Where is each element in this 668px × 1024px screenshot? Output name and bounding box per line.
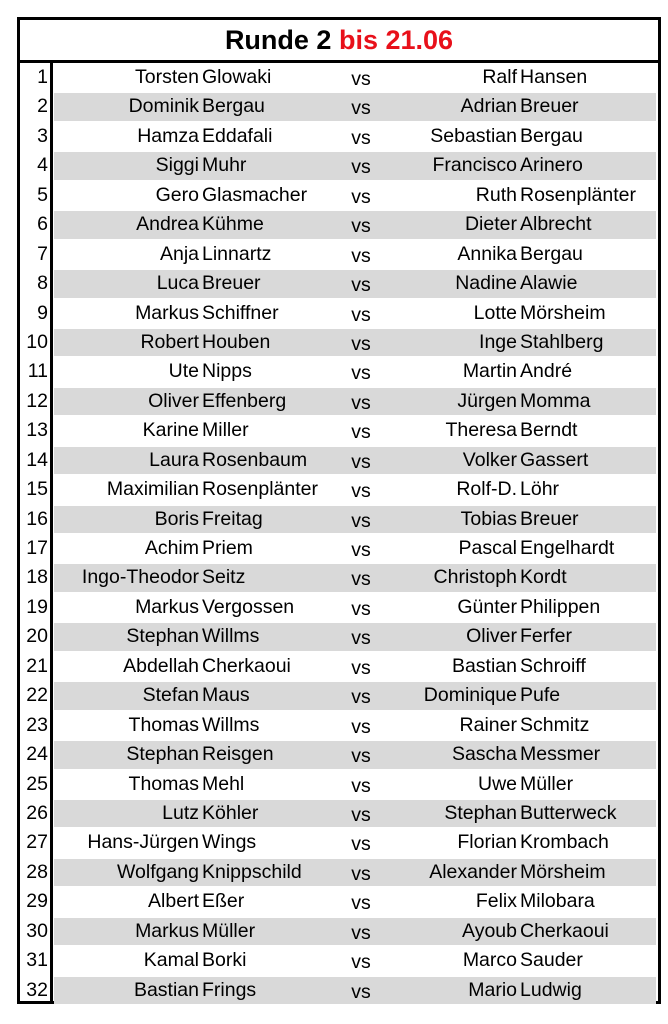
player1-last-name: Rosenbaum — [202, 448, 308, 471]
player2-first-name: Nadine — [455, 272, 517, 295]
player1-last-name: Effenberg — [202, 389, 287, 412]
player1-first-name: Andrea — [136, 213, 199, 236]
match-number: 20 — [26, 625, 48, 648]
vs-label: vs — [351, 509, 371, 532]
player2-last-name: Müller — [520, 772, 574, 795]
table-row — [20, 328, 658, 357]
player1-last-name: Houben — [202, 330, 271, 353]
player2-last-name: Ludwig — [520, 978, 582, 1001]
vs-label: vs — [351, 126, 371, 149]
player1-first-name: Kamal — [143, 949, 199, 972]
player2-first-name: Christoph — [433, 566, 517, 589]
player2-last-name: Alawie — [520, 272, 578, 295]
match-number: 32 — [26, 978, 48, 1001]
player2-last-name: Butterweck — [520, 801, 617, 824]
player1-first-name: Gero — [155, 183, 199, 206]
player2-first-name: Pascal — [458, 537, 517, 559]
player1-first-name: Stephan — [126, 625, 199, 648]
vs-label: vs — [351, 568, 371, 591]
player2-first-name: Florian — [457, 831, 517, 854]
player1-last-name: Seitz — [202, 566, 246, 589]
vs-label: vs — [351, 686, 371, 709]
player1-first-name: Torsten — [135, 66, 199, 88]
player2-first-name: Uwe — [477, 772, 517, 795]
vs-label: vs — [351, 391, 371, 414]
player1-last-name: Maus — [202, 684, 250, 707]
player1-last-name: Reisgen — [202, 743, 274, 766]
player2-first-name: Adrian — [460, 95, 517, 118]
match-number: 11 — [27, 360, 48, 383]
match-number: 9 — [37, 301, 48, 324]
player1-last-name: Eßer — [202, 890, 245, 913]
player1-first-name: Luca — [156, 272, 199, 295]
table-row — [20, 151, 658, 180]
table-row — [20, 299, 658, 328]
vs-label: vs — [351, 921, 371, 944]
match-number: 29 — [26, 890, 48, 913]
match-number: 17 — [26, 537, 48, 559]
table-row — [20, 122, 658, 151]
player2-last-name: Berndt — [520, 419, 578, 442]
round-title: Runde 2 — [224, 25, 332, 55]
match-number: 1 — [37, 66, 48, 88]
player2-first-name: Sascha — [451, 743, 517, 766]
player1-first-name: Karine — [142, 419, 199, 442]
player2-last-name: Cherkaoui — [520, 919, 609, 942]
player2-last-name: Stahlberg — [520, 330, 604, 353]
player1-last-name: Willms — [202, 713, 260, 736]
player2-last-name: Schroiff — [520, 654, 586, 677]
player1-first-name: Hamza — [137, 124, 199, 147]
vs-label: vs — [351, 421, 371, 444]
player1-first-name: Thomas — [128, 713, 199, 736]
match-number: 3 — [37, 124, 48, 147]
player1-last-name: Köhler — [202, 801, 259, 824]
match-number: 4 — [37, 154, 48, 177]
match-number: 7 — [37, 242, 48, 265]
match-number: 30 — [26, 919, 48, 942]
table-row — [20, 563, 658, 592]
player2-first-name: Tobias — [460, 507, 517, 530]
player2-first-name: Martin — [462, 360, 517, 383]
player2-first-name: Alexander — [429, 860, 517, 883]
match-number: 6 — [37, 213, 48, 236]
table-row — [20, 681, 658, 710]
match-number: 10 — [26, 330, 48, 353]
player1-first-name: Ute — [168, 360, 199, 383]
pairings-sheet — [17, 17, 661, 1004]
table-row — [20, 63, 658, 92]
player1-last-name: Borki — [202, 949, 247, 972]
player1-last-name: Knippschild — [202, 860, 302, 883]
player2-last-name: Hansen — [520, 66, 588, 88]
table-row — [20, 446, 658, 475]
player2-last-name: Krombach — [520, 831, 609, 854]
player2-last-name: Bergau — [520, 124, 583, 147]
player1-last-name: Miller — [202, 419, 249, 442]
player2-first-name: Ruth — [475, 183, 517, 206]
vs-label: vs — [351, 892, 371, 915]
player1-last-name: Schiffner — [202, 301, 279, 324]
player1-first-name: Markus — [135, 301, 199, 324]
player1-first-name: Wolfgang — [116, 860, 199, 883]
player1-last-name: Eddafali — [202, 124, 273, 147]
table-row — [20, 240, 658, 269]
player2-last-name: Breuer — [520, 507, 579, 530]
table-row — [20, 210, 658, 239]
player2-last-name: Philippen — [520, 595, 601, 618]
player2-first-name: Stephan — [444, 801, 517, 824]
player1-last-name: Wings — [202, 831, 257, 854]
player1-last-name: Frings — [202, 978, 257, 1001]
player2-first-name: Inge — [479, 330, 517, 353]
player1-last-name: Priem — [202, 537, 253, 559]
player2-last-name: Breuer — [520, 95, 579, 118]
player2-first-name: Jürgen — [457, 389, 517, 412]
player2-first-name: Rolf-D. — [456, 478, 517, 501]
table-row — [20, 770, 658, 799]
match-number: 23 — [26, 713, 48, 736]
player1-last-name: Mehl — [202, 772, 245, 795]
table-row — [20, 475, 658, 504]
player2-last-name: Albrecht — [520, 213, 592, 236]
player2-last-name: Momma — [520, 389, 591, 412]
vs-label: vs — [351, 951, 371, 974]
player1-first-name: Siggi — [155, 154, 199, 177]
vs-label: vs — [351, 774, 371, 797]
player1-last-name: Freitag — [202, 507, 263, 530]
player1-last-name: Cherkaoui — [202, 654, 291, 677]
player2-last-name: Pufe — [520, 684, 561, 707]
deadline-label: bis 21.06 — [338, 25, 454, 55]
player2-first-name: Lotte — [473, 301, 517, 324]
player1-last-name: Muhr — [202, 154, 247, 177]
player1-last-name: Bergau — [202, 95, 265, 118]
table-row — [20, 887, 658, 916]
player1-last-name: Nipps — [202, 360, 252, 383]
player2-last-name: Mörsheim — [520, 301, 606, 324]
player1-first-name: Markus — [135, 595, 199, 618]
match-number: 14 — [26, 448, 48, 471]
player1-last-name: Glasmacher — [202, 183, 308, 206]
table-row — [20, 357, 658, 386]
player2-first-name: Annika — [457, 242, 517, 265]
player2-first-name: Ralf — [482, 66, 517, 88]
player1-last-name: Rosenplänter — [202, 478, 318, 501]
table-row — [20, 622, 658, 651]
player1-first-name: Bastian — [133, 978, 199, 1001]
match-number: 18 — [26, 566, 48, 589]
table-row — [20, 534, 658, 563]
vs-label: vs — [351, 362, 371, 385]
vs-label: vs — [351, 862, 371, 885]
vs-label: vs — [351, 539, 371, 561]
player2-first-name: Oliver — [466, 625, 517, 648]
player1-first-name: Robert — [140, 330, 199, 353]
match-number: 19 — [26, 595, 48, 618]
vs-label: vs — [351, 745, 371, 768]
vs-label: vs — [351, 274, 371, 297]
player1-last-name: Breuer — [202, 272, 261, 295]
match-number: 16 — [26, 507, 48, 530]
table-row — [20, 387, 658, 416]
player1-first-name: Stefan — [142, 684, 199, 707]
table-row — [20, 181, 658, 210]
player1-first-name: Dominik — [128, 95, 199, 118]
vs-label: vs — [351, 156, 371, 179]
player1-first-name: Hans-Jürgen — [87, 831, 199, 854]
match-number: 22 — [26, 684, 48, 707]
match-number: 15 — [26, 478, 48, 501]
player1-last-name: Willms — [202, 625, 260, 648]
match-number: 25 — [26, 772, 48, 795]
vs-label: vs — [351, 68, 371, 90]
match-number: 2 — [37, 95, 48, 118]
player1-first-name: Abdellah — [123, 654, 199, 677]
vs-label: vs — [351, 627, 371, 650]
player2-last-name: Bergau — [520, 242, 583, 265]
player2-last-name: Arinero — [520, 154, 583, 177]
match-number: 27 — [26, 831, 48, 854]
table-row — [20, 976, 658, 1005]
vs-label: vs — [351, 97, 371, 120]
player1-first-name: Oliver — [148, 389, 199, 412]
player1-last-name: Müller — [202, 919, 256, 942]
player1-first-name: Anja — [159, 242, 199, 265]
player2-last-name: Rosenplänter — [520, 183, 636, 206]
vs-label: vs — [351, 480, 371, 503]
table-row — [20, 858, 658, 887]
match-number: 8 — [37, 272, 48, 295]
vs-label: vs — [351, 303, 371, 326]
player2-last-name: Engelhardt — [520, 537, 615, 559]
match-number: 5 — [37, 183, 48, 206]
match-number: 26 — [26, 801, 48, 824]
match-number: 21 — [26, 654, 48, 677]
player2-last-name: Ferfer — [520, 625, 573, 648]
player2-last-name: Messmer — [520, 743, 601, 766]
player1-last-name: Kühme — [202, 213, 264, 236]
player2-first-name: Rainer — [459, 713, 517, 736]
matches-table — [20, 63, 658, 1005]
player2-first-name: Dieter — [464, 213, 517, 236]
table-row — [20, 593, 658, 622]
player1-first-name: Ingo-Theodor — [81, 566, 199, 589]
player2-last-name: Sauder — [520, 949, 583, 972]
player1-first-name: Achim — [144, 537, 199, 559]
table-row — [20, 799, 658, 828]
vs-label: vs — [351, 597, 371, 620]
player1-last-name: Vergossen — [202, 595, 295, 618]
match-number: 24 — [26, 743, 48, 766]
vs-label: vs — [351, 656, 371, 679]
table-row — [20, 652, 658, 681]
player1-first-name: Lutz — [162, 801, 199, 824]
player1-first-name: Boris — [154, 507, 199, 530]
player2-first-name: Ayoub — [462, 919, 517, 942]
vs-label: vs — [351, 332, 371, 355]
player1-first-name: Maximilian — [106, 478, 199, 501]
vs-label: vs — [351, 715, 371, 738]
match-number: 28 — [26, 860, 48, 883]
player2-last-name: Schmitz — [520, 713, 590, 736]
player2-first-name: Günter — [457, 595, 517, 618]
player1-last-name: Linnartz — [202, 242, 272, 265]
table-row — [20, 917, 658, 946]
vs-label: vs — [351, 980, 371, 1003]
vs-label: vs — [351, 803, 371, 826]
table-row — [20, 711, 658, 740]
table-row — [20, 740, 658, 769]
player2-last-name: Milobara — [520, 890, 595, 913]
match-number: 31 — [26, 949, 48, 972]
vs-label: vs — [351, 833, 371, 856]
player2-first-name: Theresa — [445, 419, 517, 442]
player1-first-name: Stephan — [126, 743, 199, 766]
table-row — [20, 505, 658, 534]
player2-first-name: Marco — [462, 949, 517, 972]
table-row — [20, 92, 658, 121]
match-number: 12 — [26, 389, 48, 412]
player1-first-name: Albert — [148, 890, 199, 913]
vs-label: vs — [351, 185, 371, 208]
table-row — [20, 828, 658, 857]
player1-last-name: Glowaki — [202, 66, 272, 88]
player2-first-name: Sebastian — [430, 124, 517, 147]
player1-first-name: Laura — [149, 448, 199, 471]
vs-label: vs — [351, 450, 371, 473]
player2-first-name: Volker — [462, 448, 517, 471]
table-row — [20, 946, 658, 975]
player2-last-name: Löhr — [520, 478, 560, 501]
player2-last-name: Kordt — [520, 566, 567, 589]
table-row — [20, 416, 658, 445]
vs-label: vs — [351, 215, 371, 238]
page-title — [20, 20, 658, 63]
table-row — [20, 269, 658, 298]
player2-first-name: Francisco — [432, 154, 517, 177]
player2-last-name: Mörsheim — [520, 860, 606, 883]
player2-first-name: Dominique — [423, 684, 517, 707]
player2-first-name: Felix — [475, 890, 517, 913]
player1-first-name: Markus — [135, 919, 199, 942]
player1-first-name: Thomas — [128, 772, 199, 795]
player2-first-name: Bastian — [451, 654, 517, 677]
player2-last-name: André — [520, 360, 573, 383]
player2-first-name: Mario — [468, 978, 517, 1001]
vs-label: vs — [351, 244, 371, 267]
player2-last-name: Gassert — [520, 448, 589, 471]
match-number: 13 — [26, 419, 48, 442]
